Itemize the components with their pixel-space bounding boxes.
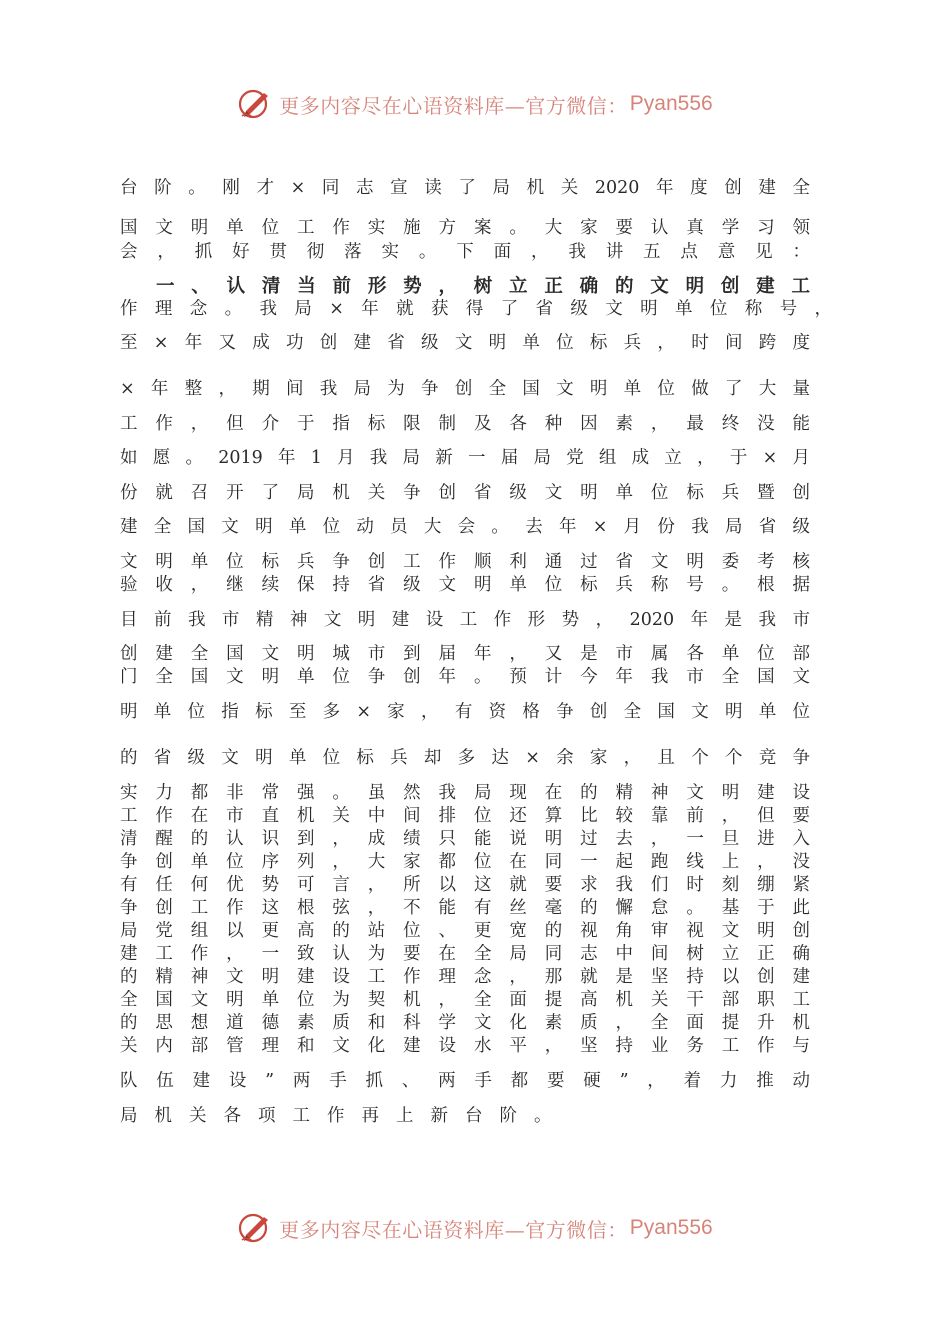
text-line: 目前我市精神文明建设工作形势，2020年是我市	[120, 610, 810, 630]
section-heading: 一、认清当前形势，树立正确的文明创建工	[156, 276, 810, 297]
text-line: 争创工作这根弦，不能有丝毫的懈怠。基于此	[120, 898, 810, 918]
text-line: 局机关各项工作再上新台阶。	[120, 1106, 569, 1126]
header-watermark	[0, 84, 950, 124]
text-line: 的省级文明单位标兵却多达×余家，且个个竞争	[120, 748, 810, 768]
text-line: 份就召开了局机关争创省级文明单位标兵暨创	[120, 483, 810, 503]
text-line: ×年整，期间我局为争创全国文明单位做了大量	[120, 379, 810, 399]
text-line: 国文明单位工作实施方案。大家要认真学习领	[120, 218, 810, 238]
text-line: 的思想道德素质和科学文化素质，全面提升机	[120, 1013, 810, 1033]
text-line: 明单位指标至多×家，有资格争创全国文明单位	[120, 702, 810, 722]
text-line: 建工作，一致认为要在全局同志中间树立正确	[120, 944, 810, 964]
text-line: 工作，但介于指标限制及各种因素，最终没能	[120, 414, 810, 434]
text-line: 文明单位标兵争创工作顺利通过省文明委考核	[120, 552, 810, 572]
text-line: 实力都非常强。虽然我局现在的精神文明建设	[120, 783, 810, 803]
pen-logo-icon	[237, 1210, 273, 1246]
text-line: 关内部管理和文化建设水平，坚持业务工作与	[120, 1036, 810, 1056]
watermark-wechat-id: Pyan556	[629, 1216, 713, 1239]
text-line: 创建全国文明城市到届年，又是市属各单位部	[120, 644, 810, 664]
text-line: 门全国文明单位争创年。预计今年我市全国文	[120, 667, 810, 687]
text-line: 验收，继续保持省级文明单位标兵称号。根据	[120, 575, 810, 595]
text-line: 局党组以更高的站位、更宽的视角审视文明创	[120, 921, 810, 941]
text-line: 的精神文明建设工作理念，那就是坚持以创建	[120, 967, 810, 987]
text-line: 工作在市直机关中间排位还算比较靠前，但要	[120, 806, 810, 826]
pen-logo-icon	[237, 86, 273, 122]
watermark-text: 更多内容尽在心语资料库—官方微信：	[279, 1217, 628, 1242]
text-line: 队伍建设”两手抓、两手都要硬”，着力推动	[120, 1071, 810, 1091]
text-line: 有任何优势可言，所以这就要求我们时刻绷紧	[120, 875, 810, 895]
text-line: 全国文明单位为契机，全面提高机关干部职工	[120, 990, 810, 1010]
text-line: 建全国文明单位动员大会。去年×月份我局省级	[120, 517, 810, 537]
watermark-wechat-id: Pyan556	[629, 92, 713, 115]
text-line: 至×年又成功创建省级文明单位标兵，时间跨度	[120, 333, 810, 353]
text-line: 如愿。2019年1月我局新一届局党组成立，于×月	[120, 448, 810, 468]
text-line: 争创单位序列，大家都位在同一起跑线上，没	[120, 852, 810, 872]
text-line: 会，抓好贯彻落实。下面，我讲五点意见：	[120, 242, 810, 262]
footer-watermark	[0, 1208, 950, 1248]
text-line: 台阶。刚才×同志宣读了局机关2020年度创建全	[120, 178, 810, 198]
text-line: 清醒的认识到，成绩只能说明过去，一旦进入	[120, 829, 810, 849]
watermark-text: 更多内容尽在心语资料库—官方微信：	[279, 93, 628, 118]
text-line: 作理念。我局×年就获得了省级文明单位称号，	[120, 299, 832, 319]
